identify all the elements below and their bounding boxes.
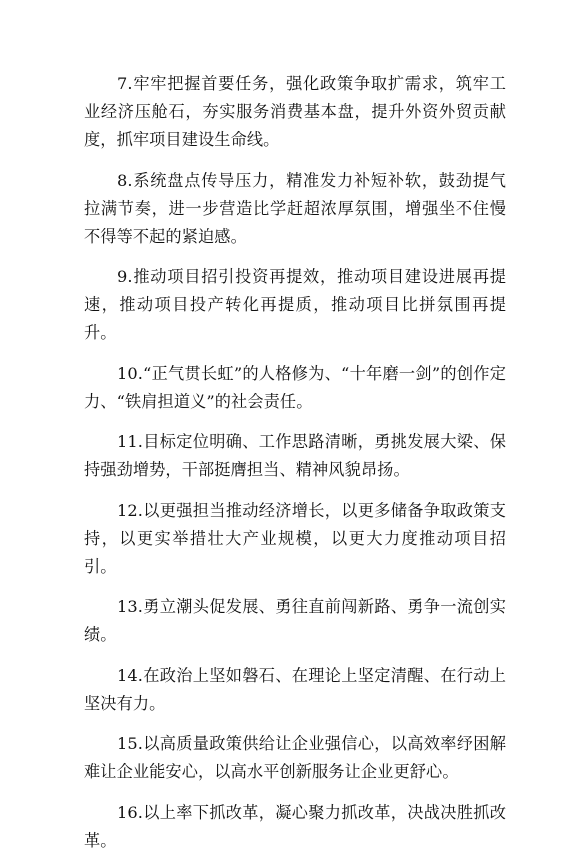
list-item: 11.目标定位明确、工作思路清晰，勇挑发展大梁、保持强劲增势，干部挺膺担当、精神风貌昂扬。 [84,432,506,479]
list-item: 15.以高质量政策供给让企业强信心，以高效率纾困解难让企业能安心，以高水平创新服务让企业更舒心。 [84,734,506,781]
phrase-list [84,70,506,855]
list-item: 9.推动项目招引投资再提效，推动项目建设进展再提速，推动项目投产转化再提质，推动项目比拼氛围再提升。 [84,267,506,342]
list-item: 13.勇立潮头促发展、勇往直前闯新路、勇争一流创实绩。 [84,597,506,644]
list-item: 10.“正气贯长虹”的人格修为、“十年磨一剑”的创作定力、“铁肩担道义”的社会责任。 [84,363,506,411]
list-item: 14.在政治上坚如磐石、在理论上坚定清醒、在行动上坚决有力。 [84,665,506,713]
list-item: 8.系统盘点传导压力，精准发力补短补软，鼓劲提气拉满节奏，进一步营造比学赶超浓厚氛围，增强坐不住慢不得等不起的紧迫感。 [84,170,506,246]
list-item: 16.以上率下抓改革，凝心聚力抓改革，决战决胜抓改革。 [84,802,506,850]
list-item: 7.牢牢把握首要任务，强化政策争取扩需求，筑牢工业经济压舱石，夯实服务消费基本盘，提升外资外贸贡献度，抓牢项目建设生命线。 [84,74,506,149]
list-item: 12.以更强担当推动经济增长，以更多储备争取政策支持，以更实举措壮大产业规模，以更大力度推动项目招引。 [84,500,506,576]
